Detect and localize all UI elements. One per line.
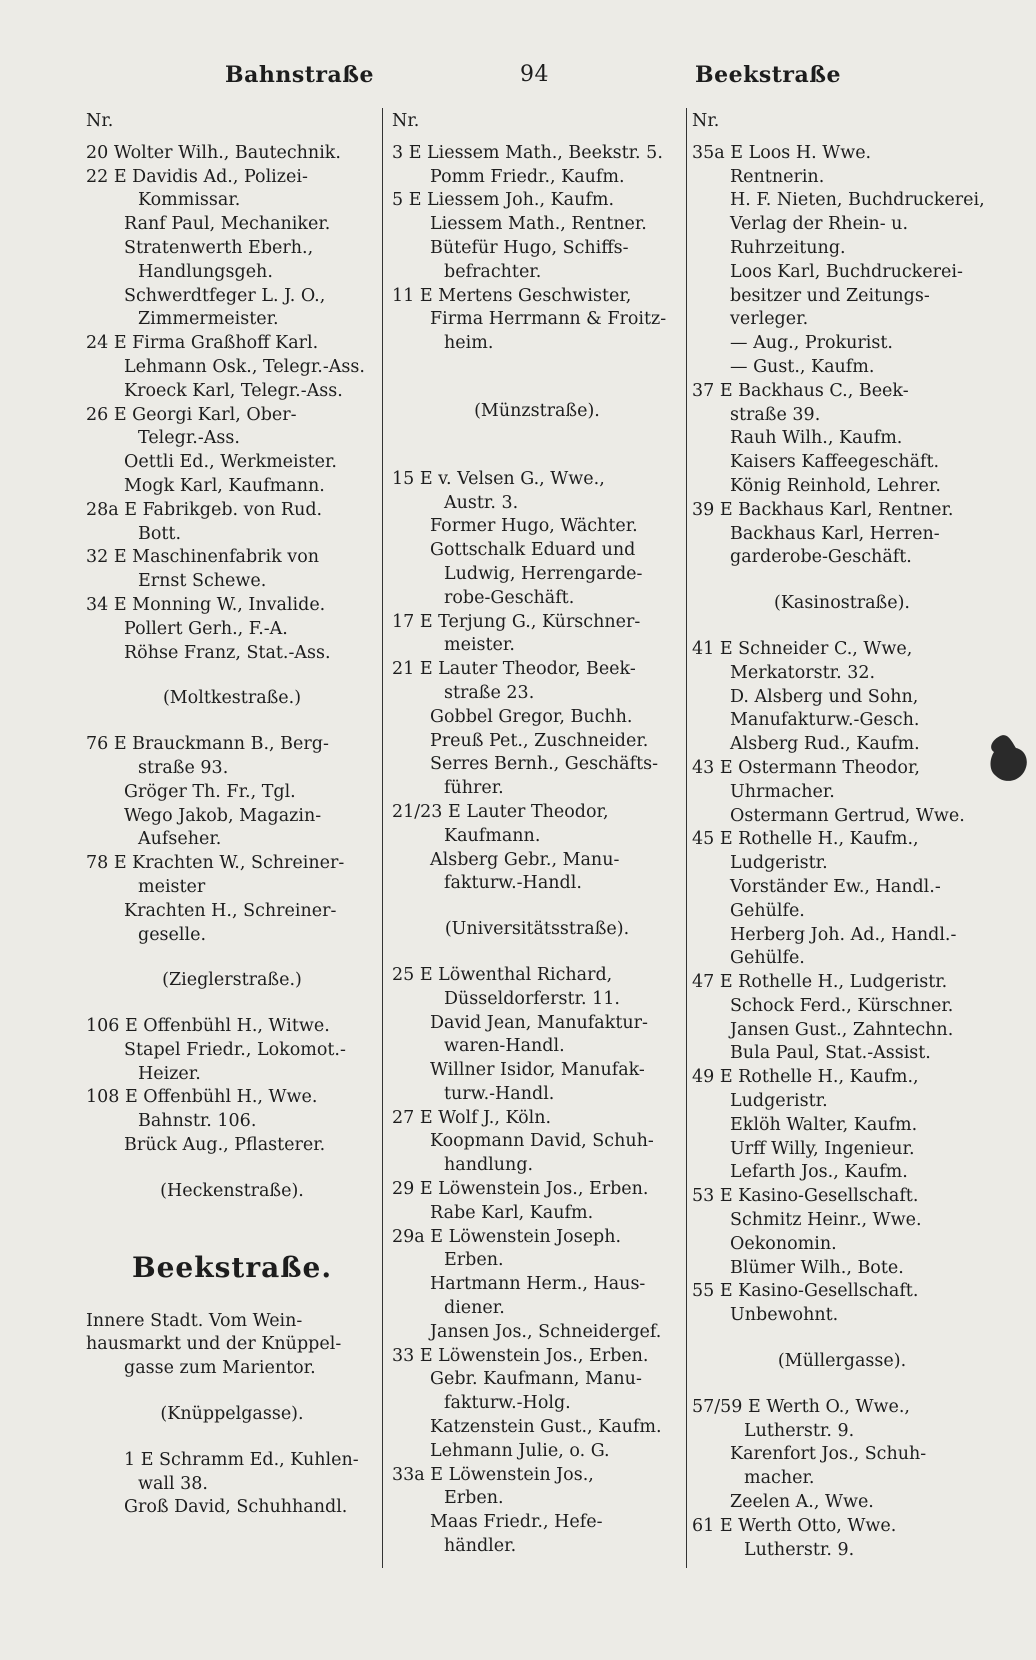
entry-line: straße 23. [444, 682, 535, 703]
entry-line: Liessem Math., Rentner. [430, 214, 647, 235]
entry-line: Former Hugo, Wächter. [430, 516, 638, 537]
spacer [86, 1427, 378, 1449]
entry-line: Hartmann Herm., Haus- [430, 1274, 646, 1295]
entry-line: — Aug., Prokurist. [730, 333, 893, 354]
entry-line: Gottschalk Eduard und [430, 540, 636, 561]
entry-line: 61 E Werth Otto, Wwe. [692, 1515, 897, 1536]
entry-line: Ludwig, Herrengarde- [444, 563, 643, 584]
entry-line: Blümer Wilh., Bote. [730, 1257, 904, 1278]
entry-line: 53 E Kasino-Gesellschaft. [692, 1186, 919, 1207]
column-divider-1 [382, 108, 383, 1568]
entry-line: Oekonomin. [730, 1233, 837, 1254]
cross-street-heading: (Münzstraße). [474, 400, 600, 421]
entry-line: Brück Aug., Pflasterer. [124, 1135, 326, 1156]
spacer [86, 1381, 378, 1403]
entry-line: macher. [744, 1468, 815, 1489]
entry-line: Eklöh Walter, Kaufm. [730, 1114, 918, 1135]
entry-line: 22 E Davidis Ad., Polizei- [86, 166, 308, 187]
street-title: Beekstraße. [131, 1250, 333, 1284]
entry-line: 29 E Löwenstein Jos., Erben. [392, 1179, 649, 1200]
entry-line: Willner Isidor, Manufak- [430, 1060, 645, 1081]
entry-line: Zeelen A., Wwe. [730, 1492, 874, 1513]
spacer [86, 711, 378, 733]
entry-line: 34 E Monning W., Invalide. [86, 594, 326, 615]
spacer [86, 1288, 378, 1310]
entry-line: befrachter. [444, 261, 542, 282]
entry-line: Alsberg Gebr., Manu- [430, 849, 620, 870]
column-2 [392, 110, 682, 1559]
entry-line: 33 E Löwenstein Jos., Erben. [392, 1345, 649, 1366]
spacer [692, 570, 992, 592]
entry-line: straße 93. [138, 757, 229, 778]
entry-line: 32 E Maschinenfabrik von [86, 547, 320, 568]
entry-line: 45 E Rothelle H., Kaufm., [692, 829, 919, 850]
entry-line: Röhse Franz, Stat.-Ass. [124, 642, 331, 663]
entry-line: meister [138, 876, 206, 897]
entry-line: 24 E Firma Graßhoff Karl. [86, 333, 319, 354]
entry-line: 39 E Backhaus Karl, Rentner. [692, 499, 954, 520]
entry-line: 20 Wolter Wilh., Bautechnik. [86, 142, 341, 163]
entry-line: fakturw.-Handl. [444, 873, 582, 894]
spacer [692, 1374, 992, 1396]
entry-line: 49 E Rothelle H., Kaufm., [692, 1067, 919, 1088]
entry-line: Bott. [138, 523, 182, 544]
entry-line: Innere Stadt. Vom Wein- [86, 1310, 303, 1331]
entry-line: Manufakturw.-Gesch. [730, 710, 920, 731]
entry-line: Jansen Jos., Schneidergef. [430, 1321, 662, 1342]
entry-line: Ostermann Gertrud, Wwe. [730, 805, 965, 826]
cross-street-heading: (Zieglerstraße.) [162, 970, 302, 991]
entry-line: H. F. Nieten, Buchdruckerei, [730, 190, 985, 211]
entry-line: Ernst Schewe. [138, 571, 267, 592]
cross-street-heading: (Müllergasse). [777, 1351, 907, 1372]
entry-line: waren-Handl. [444, 1036, 565, 1057]
entry-line: Groß David, Schuhhandl. [124, 1497, 348, 1518]
ink-stain [982, 728, 1032, 788]
entry-line: Rentnerin. [730, 166, 825, 187]
spacer [692, 1328, 992, 1350]
entry-line: Lutherstr. 9. [744, 1539, 855, 1560]
entry-line: Handlungsgeh. [138, 261, 273, 282]
entry-line: Gröger Th. Fr., Tgl. [124, 781, 296, 802]
entry-line: Bula Paul, Stat.-Assist. [730, 1043, 931, 1064]
entry-line: 78 E Krachten W., Schreiner- [86, 853, 345, 874]
entry-line: Lefarth Jos., Kaufm. [730, 1162, 908, 1183]
header-left-street: Bahnstraße [225, 62, 374, 88]
header-right-street: Beekstraße [695, 62, 841, 88]
entry-line: 76 E Brauckmann B., Berg- [86, 734, 329, 755]
entry-line: 41 E Schneider C., Wwe, [692, 638, 913, 659]
entry-line: handlung. [444, 1155, 534, 1176]
entry-line: Alsberg Rud., Kaufm. [730, 734, 920, 755]
spacer [86, 947, 378, 969]
spacer [86, 1158, 378, 1180]
entry-line: 21/23 E Lauter Theodor, [392, 801, 609, 822]
entry-line: König Reinhold, Lehrer. [730, 475, 941, 496]
entry-line: Stapel Friedr., Lokomot.- [124, 1039, 346, 1060]
entry-line: 55 E Kasino-Gesellschaft. [692, 1281, 919, 1302]
entry-line: Aufseher. [138, 829, 222, 850]
cross-street-heading: (Kasinostraße). [774, 593, 910, 614]
entry-line: 26 E Georgi Karl, Ober- [86, 404, 297, 425]
spacer [392, 446, 682, 468]
entry-line: Heizer. [138, 1063, 201, 1084]
entry-line: Pollert Gerh., F.-A. [124, 618, 288, 639]
entry-line: 43 E Ostermann Theodor, [692, 757, 920, 778]
spacer [86, 665, 378, 687]
column-nr-label: Nr. [692, 111, 720, 131]
cross-street-heading: (Universitätsstraße). [444, 919, 630, 940]
entry-line: David Jean, Manufaktur- [430, 1012, 648, 1033]
column-nr-label: Nr. [392, 111, 420, 131]
entry-line: Stratenwerth Eberh., [124, 237, 314, 258]
entry-line: verleger. [730, 309, 809, 330]
entry-line: 47 E Rothelle H., Ludgeristr. [692, 972, 948, 993]
column-nr-label: Nr. [86, 111, 114, 131]
entry-line: Oettli Ed., Werkmeister. [124, 452, 337, 473]
page-number: 94 [520, 62, 549, 87]
entry-line: Kaufmann. [444, 825, 541, 846]
spacer [692, 616, 992, 638]
entry-line: händler. [444, 1536, 517, 1557]
entry-line: 27 E Wolf J., Köln. [392, 1107, 552, 1128]
entry-line: Serres Bernh., Geschäfts- [430, 754, 659, 775]
entry-line: Ludgeristr. [730, 1091, 828, 1112]
entry-line: D. Alsberg und Sohn, [730, 686, 919, 707]
entry-line: Pomm Friedr., Kaufm. [430, 166, 625, 187]
entry-line: 3 E Liessem Math., Beekstr. 5. [392, 142, 663, 163]
entry-line: Vorständer Ew., Handl.- [730, 876, 941, 897]
entry-line: 28a E Fabrikgeb. von Rud. [86, 499, 323, 520]
entry-line: 11 E Mertens Geschwister, [392, 285, 632, 306]
entry-line: Lehmann Julie, o. G. [430, 1440, 610, 1461]
entry-line: Zimmermeister. [138, 309, 279, 330]
cross-street-heading: (Moltkestraße.) [162, 688, 302, 709]
entry-line: Herberg Joh. Ad., Handl.- [730, 924, 957, 945]
entry-line: Schock Ferd., Kürschner. [730, 995, 954, 1016]
page-header [0, 62, 1036, 102]
entry-line: 106 E Offenbühl H., Witwe. [86, 1016, 330, 1037]
entry-line: Urff Willy, Ingenieur. [730, 1138, 915, 1159]
entry-line: fakturw.-Holg. [444, 1393, 571, 1414]
entry-line: — Gust., Kaufm. [730, 356, 875, 377]
entry-line: Kommissar. [138, 190, 241, 211]
entry-line: Krachten H., Schreiner- [124, 900, 337, 921]
entry-line: Koopmann David, Schuh- [430, 1131, 654, 1152]
entry-line: straße 39. [730, 404, 821, 425]
column-3 [692, 110, 992, 1562]
entry-line: diener. [444, 1298, 505, 1319]
entry-line: 15 E v. Velsen G., Wwe., [392, 468, 605, 489]
entry-line: Erben. [444, 1250, 504, 1271]
entry-line: 37 E Backhaus C., Beek- [692, 380, 909, 401]
entry-line: garderobe-Geschäft. [730, 547, 912, 568]
entry-line: geselle. [138, 924, 207, 945]
entry-line: Kroeck Karl, Telegr.-Ass. [124, 380, 343, 401]
entry-line: Wego Jakob, Magazin- [124, 805, 322, 826]
entry-line: Katzenstein Gust., Kaufm. [430, 1417, 662, 1438]
entry-line: Schmitz Heinr., Wwe. [730, 1210, 922, 1231]
entry-line: Gebr. Kaufmann, Manu- [430, 1369, 642, 1390]
entry-line: Gehülfe. [730, 948, 805, 969]
entry-line: 5 E Liessem Joh., Kaufm. [392, 190, 615, 211]
spacer [392, 942, 682, 964]
entry-line: Mogk Karl, Kaufmann. [124, 475, 325, 496]
entry-line: Schwerdtfeger L. J. O., [124, 285, 326, 306]
spacer [392, 378, 682, 400]
entry-line: turw.-Handl. [444, 1083, 555, 1104]
entry-line: besitzer und Zeitungs- [730, 285, 930, 306]
spacer [392, 896, 682, 918]
entry-line: Bahnstr. 106. [138, 1111, 257, 1132]
entry-line: heim. [444, 333, 494, 354]
entry-line: 57/59 E Werth O., Wwe., [692, 1396, 910, 1417]
entry-line: Ranf Paul, Mechaniker. [124, 214, 331, 235]
entry-line: robe-Geschäft. [444, 587, 575, 608]
entry-line: Gehülfe. [730, 900, 805, 921]
entry-line: 25 E Löwenthal Richard, [392, 964, 613, 985]
entry-line: 35a E Loos H. Wwe. [692, 142, 872, 163]
entry-line: Ruhrzeitung. [730, 237, 846, 258]
cross-street-heading: (Knüppelgasse). [160, 1404, 304, 1425]
entry-line: Erben. [444, 1488, 504, 1509]
entry-line: hausmarkt und der Knüppel- [86, 1334, 342, 1355]
entry-line: Austr. 3. [444, 492, 519, 513]
entry-line: Firma Herrmann & Froitz- [430, 309, 667, 330]
entry-line: gasse zum Marientor. [124, 1358, 316, 1379]
spacer [392, 424, 682, 446]
entry-line: Lutherstr. 9. [744, 1420, 855, 1441]
cross-street-heading: (Heckenstraße). [160, 1180, 304, 1201]
entry-line: Kaisers Kaffeegeschäft. [730, 452, 940, 473]
entry-line: 108 E Offenbühl H., Wwe. [86, 1087, 318, 1108]
entry-line: Backhaus Karl, Herren- [730, 523, 940, 544]
entry-line: Verlag der Rhein- u. [730, 214, 909, 235]
entry-line: Düsseldorferstr. 11. [444, 988, 620, 1009]
entry-line: 29a E Löwenstein Joseph. [392, 1226, 622, 1247]
entry-line: Preuß Pet., Zuschneider. [430, 730, 649, 751]
entry-line: Bütefür Hugo, Schiffs- [430, 237, 629, 258]
entry-line: meister. [444, 635, 515, 656]
entry-line: Loos Karl, Buchdruckerei- [730, 261, 963, 282]
column-1 [86, 110, 378, 1520]
entry-line: Karenfort Jos., Schuh- [730, 1444, 927, 1465]
entry-line: 1 E Schramm Ed., Kuhlen- [124, 1449, 359, 1470]
entry-line: Gobbel Gregor, Buchh. [430, 706, 633, 727]
entry-line: führer. [444, 778, 504, 799]
entry-line: Ludgeristr. [730, 853, 828, 874]
entry-line: 21 E Lauter Theodor, Beek- [392, 659, 636, 680]
entry-line: Lehmann Osk., Telegr.-Ass. [124, 356, 365, 377]
entry-line: 33a E Löwenstein Jos., [392, 1464, 594, 1485]
entry-line: Jansen Gust., Zahntechn. [730, 1019, 954, 1040]
entry-line: wall 38. [138, 1473, 208, 1494]
entry-line: 17 E Terjung G., Kürschner- [392, 611, 641, 632]
entry-line: Uhrmacher. [730, 781, 835, 802]
column-divider-2 [686, 108, 687, 1568]
spacer [86, 993, 378, 1015]
spacer [392, 356, 682, 378]
entry-line: Rauh Wilh., Kaufm. [730, 428, 903, 449]
entry-line: Maas Friedr., Hefe- [430, 1512, 603, 1533]
entry-line: Rabe Karl, Kaufm. [430, 1202, 594, 1223]
entry-line: Merkatorstr. 32. [730, 662, 876, 683]
entry-line: Unbewohnt. [730, 1305, 839, 1326]
spacer [86, 1204, 378, 1248]
entry-line: Telegr.-Ass. [138, 428, 240, 449]
